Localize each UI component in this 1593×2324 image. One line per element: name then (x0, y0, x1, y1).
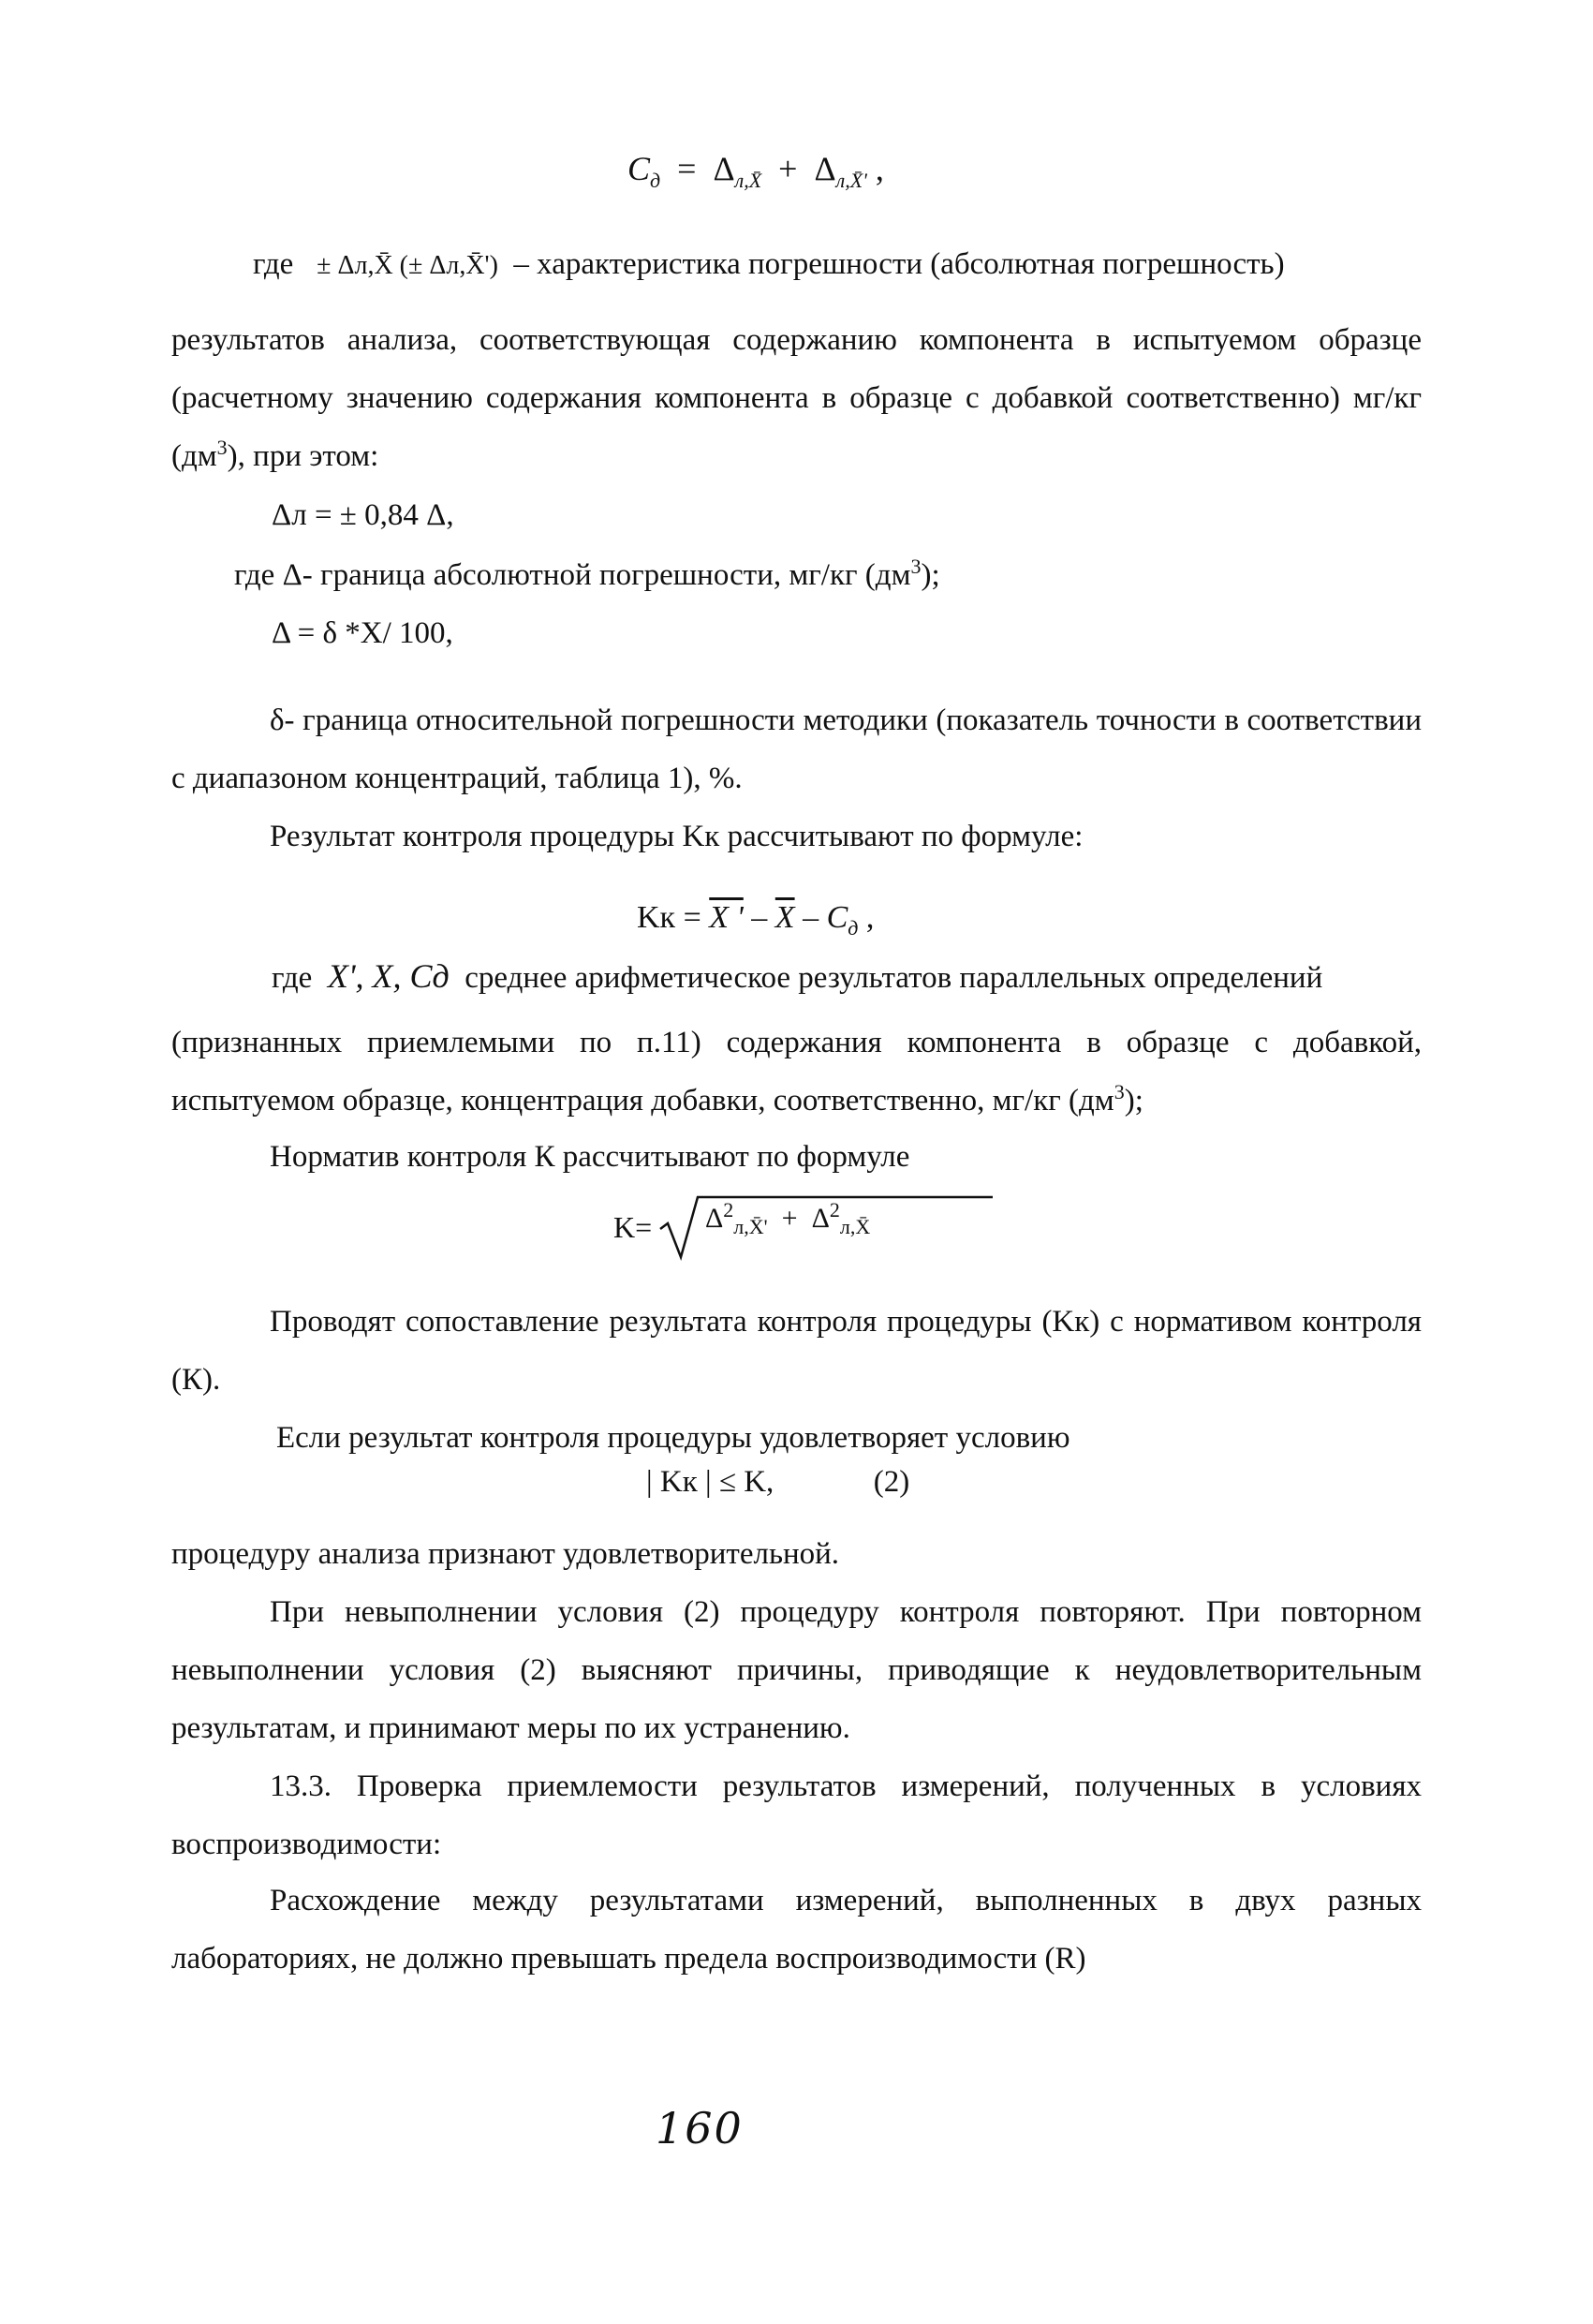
compare-para: Проводят сопоставление результата контроля процедуры (Kк) с нормативом контроля (К). (171, 1305, 1422, 1397)
delta-def: δ- граница относительной погрешности методики (показатель точности в соответствии с диапазоном концентраций, таблица 1), %. (171, 703, 1422, 795)
result-control-intro: Результат контроля процедуры Kк рассчитывают по формуле: (270, 820, 1084, 853)
sqrt-content: $\Delta^2_{л,X̄'} + \Delta^2_{л,X̄}$ (705, 1198, 871, 1238)
k-sqrt-formula (660, 1190, 1035, 1265)
diff-para: Расхождение между результатами измерений, выполненных в двух разных лабораториях, не должно превышать предела воспроизводимости (R) (171, 1884, 1422, 1976)
accept-para: процедуру анализа признают удовлетворительной. (171, 1537, 840, 1571)
page-number: 160 (656, 2103, 744, 2154)
para-gde-1: где ± Δл,X̄ (± Δл,X̄') – характеристика погрешности (абсолютная погрешность) (253, 247, 1285, 281)
delta-l-formula: Δл = ± 0,84 Δ, (272, 498, 454, 532)
if-para: Если результат контроля процедуры удовлетворяет условию (276, 1421, 1070, 1455)
section-13-3: 13.3. Проверка приемлемости результатов измерений, полученных в условиях воспроизводимости: (171, 1769, 1422, 1861)
where-x-line: где X', X, Cд среднее арифметическое результатов параллельных определений (272, 957, 1323, 995)
delta-formula: Δ = δ *X/ 100, (272, 616, 453, 650)
kk-formula: Kк = X ' – $\overline{X} - C_д$ , (637, 900, 875, 940)
condition-formula: | Kк | ≤ K, (2) (646, 1465, 910, 1499)
where-x-cont: (признанных приемлемыми по п.11) содержания компонента в образце с добавкой, испытуемом образце, концентрация добавки, соответственно, мг/кг $(дм^3)$; (171, 1026, 1422, 1118)
k-lhs: K= (613, 1210, 653, 1244)
fail-para: При невыполнении условия (2) процедуру контроля повторяют. При повторном невыполнении условия (2) выясняют причины, приводящие к неудовлетворительным результатам, и принимают меры по их устранению. (171, 1595, 1422, 1745)
formula-cd: $C_д = \Delta_{л,X̄} + \Delta_{л,X̄'}$ , (627, 150, 884, 193)
norm-intro: Норматив контроля К рассчитывают по формуле (270, 1140, 910, 1174)
para-1-cont: результатов анализа, соответствующая содержанию компонента в испытуемом образце (расчетному значению содержания компонента в образце с добавкой соответственно) мг/кг $(дм^3)$, при этом: (171, 323, 1422, 473)
gde-delta-line: где Δ- граница абсолютной погрешности, мг/кг $(дм^3)$; (234, 555, 940, 592)
